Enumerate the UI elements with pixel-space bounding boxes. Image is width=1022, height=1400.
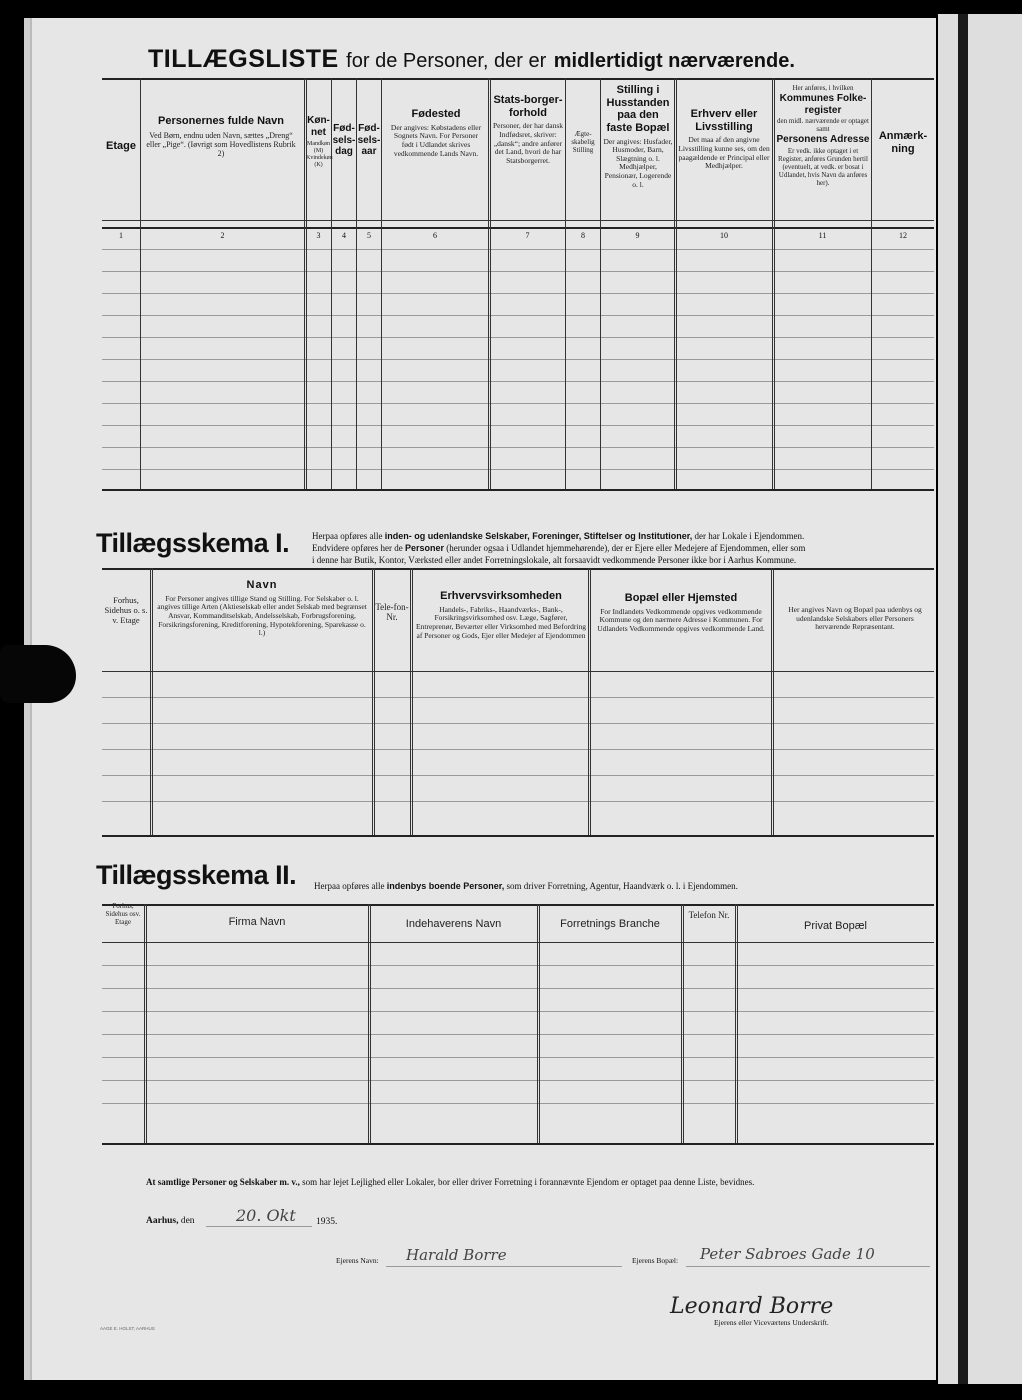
- date-line: Aarhus, den: [146, 1216, 195, 1226]
- date-handwritten: 20. Okt: [236, 1206, 296, 1225]
- signature-label: Ejerens eller Viceværtens Underskrift.: [714, 1318, 829, 1327]
- col-birthday: Fød-sels-dag: [332, 123, 356, 157]
- s2-col-indehaver: Indehaverens Navn: [405, 918, 502, 930]
- col-register: Her anføres, i hvilken Kommunes Folke-register den midl. nærværende er optaget samt Personens Adresse Er vedk. ikke optaget i et Register, anføres Grunden hertil (eventuelt, at vedk. er bosat i Udlandet, hvis Navn da anføres her).: [776, 84, 870, 187]
- col-num: 12: [899, 231, 907, 240]
- col-occupation: Erhverv eller Livsstilling Det maa af den angivne Livsstilling kunne ses, om den paagældende er Principal eller Medhjælper.: [678, 108, 770, 171]
- col-remark: Anmærk-ning: [878, 130, 928, 155]
- col-etage: Etage: [106, 140, 136, 152]
- form-title: TILLÆGSLISTE for de Personer, der er midlertidigt nærværende.: [148, 45, 795, 73]
- signature: Leonard Borre: [670, 1294, 834, 1319]
- s1-col-telefon: Tele-fon-Nr.: [375, 602, 409, 623]
- owner-name-handwritten: Harald Borre: [406, 1246, 507, 1264]
- owner-address-label: Ejerens Bopæl:: [632, 1256, 679, 1265]
- col-num: 1: [119, 231, 123, 240]
- col-num: 9: [635, 231, 640, 240]
- s2-col-firma: Firma Navn: [228, 916, 286, 928]
- col-citizenship: Stats-borger-forhold Personer, der har dansk Indfødsret, skriver: „dansk“; andre anfører det Land, hvori de har Statsborgerret.: [492, 94, 564, 165]
- thumb: [0, 645, 76, 703]
- col-gender: Køn-net Mandkøn (M) Kvindekøn (K): [306, 115, 333, 168]
- col-num: 8: [581, 231, 585, 240]
- col-birthyear: Fød-sels-aar: [357, 123, 381, 157]
- owner-address-handwritten: Peter Sabroes Gade 10: [700, 1245, 875, 1263]
- skema1-title: Tillægsskema I.: [96, 528, 290, 558]
- s2-col-branche: Forretnings Branche: [560, 918, 660, 930]
- col-marital: Ægte-skabelig Stilling: [571, 130, 595, 155]
- skema2-intro: Herpaa opføres alle indenbys boende Personer, som driver Forretning, Agentur, Haandværk o. l. i Ejendommen.: [314, 881, 738, 891]
- skema1-intro: Herpaa opføres alle inden- og udenlandske Selskaber, Foreninger, Stiftelser og Institutioner, der har Lokale i Ejendommen. Endvidere opføres her de Personer (herunder ogsaa i Udlandet hjemmehørende), der er Ejere eller Medejere af Ejendommen, eller som i denne har Butik, Kontor, Værksted eller andet Forretningslokale, alt forsaavidt vedkommende Personer ikke bor i Aarhus Kommune.: [312, 531, 806, 566]
- s2-col-telefon: Telefon Nr.: [688, 910, 730, 920]
- col-name: Personernes fulde Navn Ved Børn, endnu uden Navn, sættes „Dreng“ eller „Pige“. (Iøvrigt som Hovedlistens Rubrik 2): [146, 115, 296, 159]
- s1-col-navn: Navn For Personer angives tillige Stand og Stilling. For Selskaber o. l. angives tillige Arten (Aktieselskab eller andet Selskab med begrænset Ansvar, Kommanditselskab, Andelsselskab, Forbrugsforening, Forsikringsforening, Kreditforening, Hypotekforening, Sparekasse o. l.): [157, 579, 367, 638]
- attestation: At samtlige Personer og Selskaber m. v., som har lejet Lejlighed eller Lokaler, bor eller driver Forretning i forannævnte Ejendom er optaget paa denne Liste, bevidnes.: [146, 1177, 755, 1187]
- col-num: 11: [818, 231, 827, 240]
- col-num: 2: [220, 231, 225, 240]
- col-num: 5: [367, 231, 371, 240]
- s1-col-etage: Forhus, Sidehus o. s. v. Etage: [104, 595, 148, 625]
- s1-col-repr: Her angives Navn og Bopæl paa udenbys og udenlandske Selskabers eller Personers herværende Repræsentant.: [788, 605, 922, 632]
- s2-col-privat: Privat Bopæl: [804, 920, 867, 932]
- s1-col-bopael: Bopæl eller Hjemsted For Indlandets Vedkommende opgives vedkommende Kommune og den nærmere Adresse i Kommunen. For Udlandets Vedkommende opgives vedkommende Land.: [597, 592, 765, 633]
- s1-col-erhverv: Erhvervsvirksomheden Handels-, Fabriks-, Haandværks-, Bank-, Forsikringsvirksomhed osv. Læge, Sagfører, Entreprenør, Beværter eller Virksomhed med Befordring af Personer og Gods, Ejer eller Medejer af Ejendommen: [416, 590, 586, 640]
- s2-col-etage: Forhus, Sidehus osv. Etage: [105, 902, 141, 927]
- printer-imprint: AAGE E. HOLST, AARHUS: [100, 1326, 155, 1331]
- col-birthplace: Fødested Der angives: Købstadens eller Sognets Navn. For Personer født i Udlandet skrives vedkommende Lands Navn.: [390, 108, 482, 158]
- col-household: Stilling i Husstanden paa den faste Bopæl Der angives: Husfader, Husmoder, Barn, Slægtning o. l. Medhjælper, Pensionær, Logerende o. l.: [603, 84, 673, 189]
- col-num: 3: [316, 231, 321, 240]
- adjacent-page: [938, 14, 1022, 1384]
- col-num: 4: [342, 231, 346, 240]
- year: 1935.: [316, 1217, 338, 1227]
- skema2-title: Tillægsskema II.: [96, 860, 297, 890]
- owner-name-label: Ejerens Navn:: [336, 1256, 379, 1265]
- col-num: 6: [433, 231, 437, 240]
- col-num: 10: [720, 231, 728, 240]
- form-page: [24, 18, 936, 1380]
- col-num: 7: [525, 231, 530, 240]
